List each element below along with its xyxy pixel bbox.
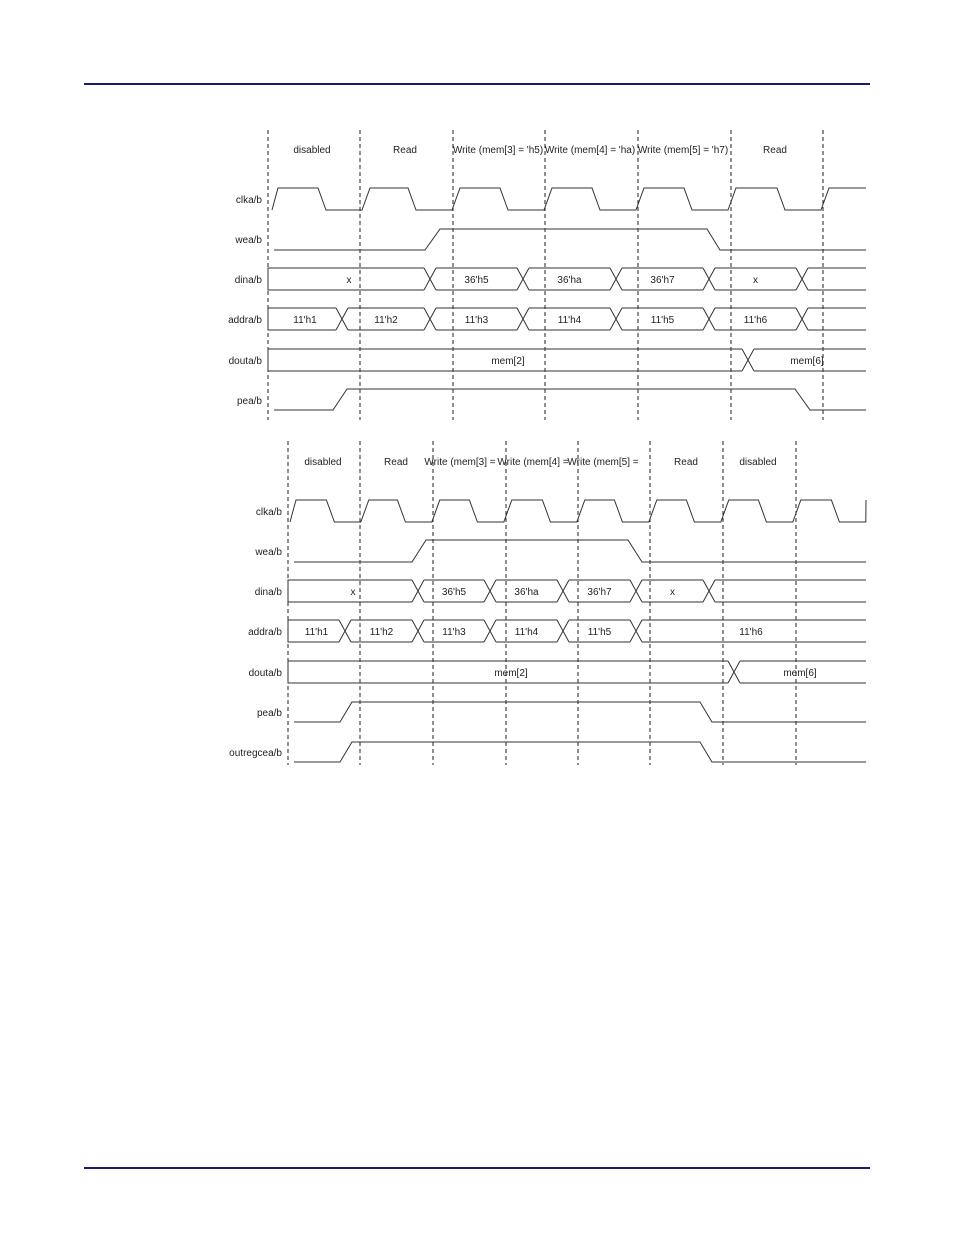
signal-label: clka/b [255, 507, 282, 518]
bus-transition [557, 580, 569, 602]
bus-segment [715, 580, 866, 602]
bus-value: 11'h6 [739, 627, 763, 638]
timing-diagram-1 [228, 130, 866, 420]
bus-value: x [670, 587, 675, 598]
bus-segment [808, 268, 866, 290]
bus-transition [796, 268, 808, 290]
phase-label: disabled [304, 457, 342, 468]
bus-transition [336, 308, 348, 330]
bus-transition [630, 580, 642, 602]
bus-value: 11'h3 [442, 627, 466, 638]
bus-value: 11'h1 [304, 627, 329, 638]
phase-label: Write (mem[3] = [424, 457, 496, 468]
phase-label: Read [674, 457, 698, 468]
signal-label: wea/b [235, 235, 262, 246]
pea-b-waveform [294, 702, 866, 722]
bus-transition [796, 308, 808, 330]
bus-value: mem[6] [783, 668, 817, 679]
phase-label: Write (mem[3] = 'h5) [452, 145, 544, 156]
bus-value: 11'h4 [514, 627, 539, 638]
bus-value: 36'h7 [587, 587, 612, 598]
signal-label: addra/b [228, 315, 262, 326]
phase-label: Write (mem[5] = [567, 457, 639, 468]
bus-value: 11'h3 [464, 315, 489, 326]
bus-value: 36'h7 [650, 275, 675, 286]
bus-transition [339, 620, 351, 642]
signal-label: outregcea/b [229, 748, 282, 759]
timing-diagram-2 [229, 441, 866, 765]
wea-b-waveform [294, 540, 866, 562]
bus-value: x [350, 587, 356, 598]
signal-label: addra/b [248, 627, 282, 638]
bus-transition [424, 268, 436, 290]
bus-transition [703, 268, 715, 290]
bus-value: x [346, 275, 352, 286]
bus-transition [610, 308, 622, 330]
phase-label: Read [393, 145, 417, 156]
phase-label: Write (mem[4] = [497, 457, 569, 468]
signal-label: clka/b [235, 195, 262, 206]
phase-label: Write (mem[5] = 'h7) [637, 145, 729, 156]
outregcea-b-waveform [294, 742, 866, 762]
bus-value: 11'h6 [743, 315, 768, 326]
bus-transition [610, 268, 622, 290]
bus-value: 36'h5 [464, 275, 489, 286]
bus-transition [703, 308, 715, 330]
wea-b-waveform [274, 229, 866, 250]
bus-transition [412, 580, 424, 602]
bus-transition [424, 308, 436, 330]
signal-label: dina/b [234, 275, 262, 286]
bus-value: 36'ha [514, 587, 539, 598]
bus-transition [517, 308, 529, 330]
bus-segment [808, 308, 866, 330]
bus-transition [630, 620, 642, 642]
phase-label: Write (mem[4] = 'ha) [544, 145, 636, 156]
bus-value: mem[2] [491, 356, 525, 367]
signal-label: pea/b [256, 708, 282, 719]
signal-label: douta/b [248, 668, 282, 679]
bus-transition [484, 580, 496, 602]
clock-waveform [272, 188, 866, 210]
phase-label: Read [384, 457, 408, 468]
phase-label: disabled [739, 457, 777, 468]
bus-value: 36'h5 [441, 587, 467, 598]
bus-transition [728, 661, 740, 683]
bus-value: 11'h2 [369, 627, 394, 638]
bus-value: 11'h5 [587, 627, 612, 638]
pea-b-waveform [274, 389, 866, 410]
bus-value: x [753, 275, 758, 286]
bus-transition [742, 349, 754, 371]
phase-label: disabled [293, 145, 331, 156]
bus-value: mem[2] [494, 668, 528, 679]
bus-transition [517, 268, 529, 290]
bus-transition [412, 620, 424, 642]
bus-value: 11'h2 [374, 315, 398, 326]
signal-label: wea/b [255, 547, 282, 558]
bus-transition [484, 620, 496, 642]
phase-label: Read [763, 145, 787, 156]
bus-transition [703, 580, 715, 602]
signal-label: douta/b [228, 356, 262, 367]
signal-label: pea/b [236, 396, 262, 407]
bus-transition [557, 620, 569, 642]
bus-value: 36'ha [557, 275, 582, 286]
bus-value: mem[6] [790, 356, 824, 367]
bus-value: 11'h4 [557, 315, 582, 326]
signal-label: dina/b [254, 587, 282, 598]
bus-value: 11'h1 [293, 315, 317, 326]
bus-value: 11'h5 [650, 315, 675, 326]
